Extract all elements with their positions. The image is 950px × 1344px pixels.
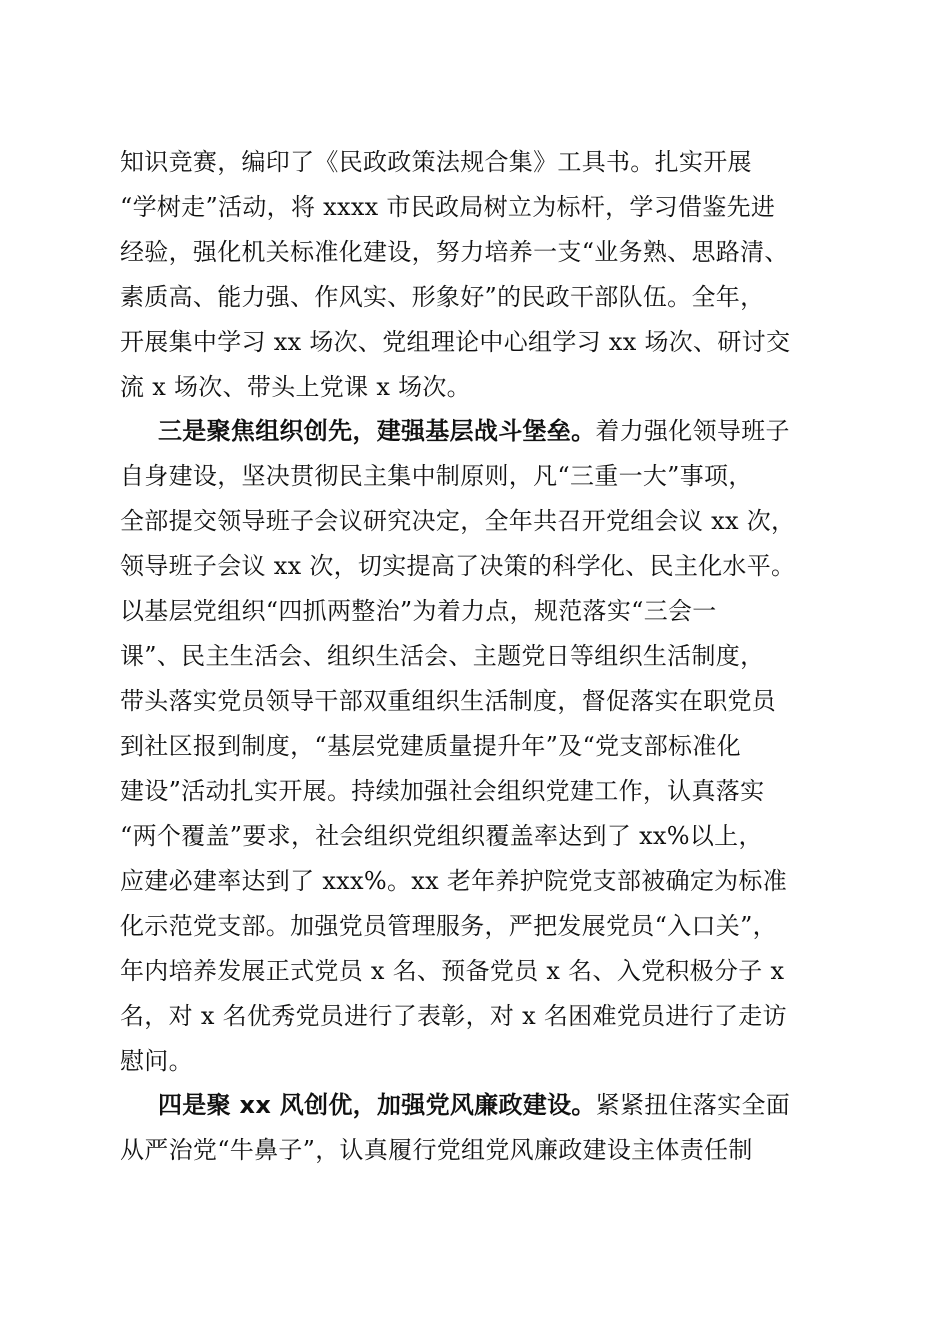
body-text-line: “两个覆盖”要求，社会组织党组织覆盖率达到了 xx%以上， xyxy=(120,822,763,850)
section-heading: 三是聚焦组织创先，建强基层战斗堡垒。 xyxy=(158,417,596,445)
section-heading: 四是聚 xx 风创优，加强党风廉政建设。 xyxy=(158,1091,596,1119)
body-text-line: 素质高、能力强、作风实、形象好”的民政干部队伍。全年， xyxy=(120,283,765,311)
body-text-line: 经验，强化机关标准化建设，努力培养一支“业务熟、思路清、 xyxy=(120,238,789,266)
body-text-line: 建设”活动扎实开展。持续加强社会组织党建工作，认真落实 xyxy=(120,777,765,805)
body-text-line: 领导班子会议 xx 次，切实提高了决策的科学化、民主化水平。 xyxy=(120,552,796,580)
body-text-line: 知识竞赛，编印了《民政政策法规合集》工具书。扎实开展 xyxy=(120,148,752,176)
paragraph-first-line xyxy=(158,416,790,446)
body-text-line: 应建必建率达到了 xxx%。xx 老年养护院党支部被确定为标准 xyxy=(120,867,788,895)
body-text-line: 以基层党组织“四抓两整治”为着力点，规范落实“三会一 xyxy=(120,597,717,625)
body-text-line: 从严治党“牛鼻子”，认真履行党组党风廉政建设主体责任制 xyxy=(120,1136,753,1164)
body-text-line: 到社区报到制度，“基层党建质量提升年”及“党支部标准化 xyxy=(120,732,741,760)
body-text-line: 全部提交领导班子会议研究决定，全年共召开党组会议 xx 次， xyxy=(120,507,796,535)
body-text-line: 带头落实党员领导干部双重组织生活制度，督促落实在职党员 xyxy=(120,687,777,715)
body-text-span: 着力强化领导班子 xyxy=(595,417,790,445)
body-text-line: 流 x 场次、带头上党课 x 场次。 xyxy=(120,373,471,401)
body-text-span: 紧紧扭住落实全面 xyxy=(595,1091,791,1119)
body-text-line: “学树走”活动，将 xxxx 市民政局树立为标杆，学习借鉴先进 xyxy=(120,193,776,221)
body-text-line: 慰问。 xyxy=(120,1047,193,1075)
body-text-line: 自身建设，坚决贯彻民主集中制原则，凡“三重一大”事项， xyxy=(120,462,753,490)
body-text-line: 开展集中学习 xx 场次、党组理论中心组学习 xx 场次、研讨交 xyxy=(120,328,791,356)
body-text-line: 年内培养发展正式党员 x 名、预备党员 x 名、入党积极分子 x xyxy=(120,957,785,985)
body-text-line: 化示范党支部。加强党员管理服务，严把发展党员“入口关”， xyxy=(120,912,777,940)
body-text-line: 名，对 x 名优秀党员进行了表彰，对 x 名困难党员进行了走访 xyxy=(120,1002,787,1030)
body-text-line: 课”、民主生活会、组织生活会、主题党日等组织生活制度， xyxy=(120,642,765,670)
paragraph-first-line xyxy=(158,1090,790,1120)
